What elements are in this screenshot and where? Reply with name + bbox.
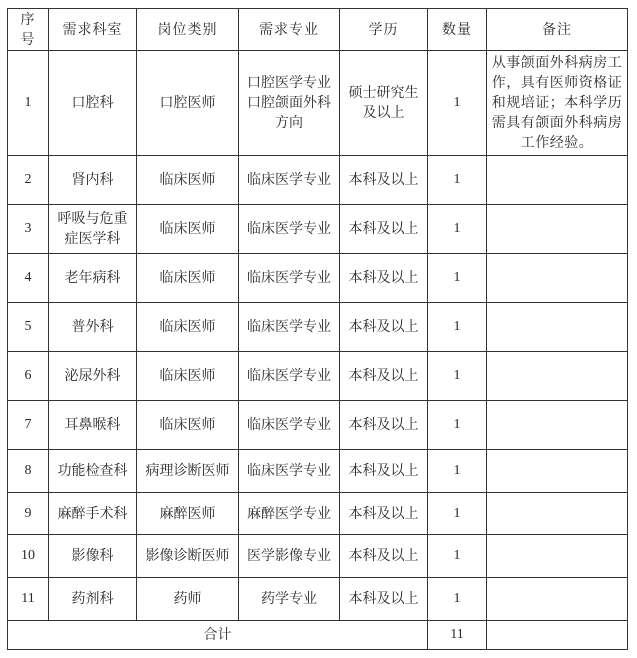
cell-department: 口腔科	[49, 51, 137, 156]
cell-major: 临床医学专业	[239, 352, 340, 401]
cell-department: 老年病科	[49, 254, 137, 303]
cell-education: 硕士研究生及以上	[340, 51, 428, 156]
cell-note	[487, 493, 628, 535]
cell-note	[487, 303, 628, 352]
cell-seq: 3	[8, 205, 49, 254]
cell-seq: 9	[8, 493, 49, 535]
cell-major	[239, 51, 340, 156]
cell-seq: 6	[8, 352, 49, 401]
cell-note	[487, 352, 628, 401]
cell-education: 本科及以上	[340, 254, 428, 303]
cell-note	[487, 535, 628, 578]
header-position: 岗位类别	[137, 9, 239, 51]
cell-quantity: 1	[428, 205, 487, 254]
cell-education: 本科及以上	[340, 352, 428, 401]
header-quantity: 数量	[428, 9, 487, 51]
table-row	[8, 156, 628, 205]
total-quantity: 11	[428, 621, 487, 650]
cell-seq: 1	[8, 51, 49, 156]
cell-major: 临床医学专业	[239, 450, 340, 493]
cell-education: 本科及以上	[340, 205, 428, 254]
cell-note	[487, 450, 628, 493]
cell-department: 呼吸与危重症医学科	[49, 205, 137, 254]
cell-seq: 7	[8, 401, 49, 450]
header-education: 学历	[340, 9, 428, 51]
cell-department: 普外科	[49, 303, 137, 352]
table-row	[8, 450, 628, 493]
cell-position: 影像诊断医师	[137, 535, 239, 578]
cell-education: 本科及以上	[340, 401, 428, 450]
header-seq-line1: 序	[20, 11, 36, 28]
cell-note	[487, 578, 628, 621]
table-row	[8, 535, 628, 578]
table-row	[8, 205, 628, 254]
cell-department: 肾内科	[49, 156, 137, 205]
table-row	[8, 303, 628, 352]
cell-department: 泌尿外科	[49, 352, 137, 401]
cell-position: 临床医师	[137, 303, 239, 352]
header-note: 备注	[487, 9, 628, 51]
cell-department: 影像科	[49, 535, 137, 578]
cell-education: 本科及以上	[340, 578, 428, 621]
cell-position: 麻醉医师	[137, 493, 239, 535]
cell-quantity: 1	[428, 303, 487, 352]
cell-quantity: 1	[428, 51, 487, 156]
cell-department: 功能检查科	[49, 450, 137, 493]
total-note	[487, 621, 628, 650]
header-major: 需求专业	[239, 9, 340, 51]
cell-note: 从事颌面外科病房工作，具有医师资格证和规培证；本科学历需具有颌面外科病房工作经验。	[487, 51, 628, 156]
cell-major: 药学专业	[239, 578, 340, 621]
cell-major: 临床医学专业	[239, 156, 340, 205]
cell-major: 麻醉医学专业	[239, 493, 340, 535]
cell-position: 药师	[137, 578, 239, 621]
cell-seq: 2	[8, 156, 49, 205]
header-row	[8, 9, 628, 51]
cell-position: 临床医师	[137, 156, 239, 205]
cell-position: 口腔医师	[137, 51, 239, 156]
total-label: 合计	[8, 621, 428, 650]
cell-seq: 4	[8, 254, 49, 303]
cell-major: 临床医学专业	[239, 401, 340, 450]
cell-position: 临床医师	[137, 254, 239, 303]
cell-seq: 11	[8, 578, 49, 621]
cell-major-line1: 口腔医学专业	[247, 75, 331, 91]
cell-department: 麻醉手术科	[49, 493, 137, 535]
cell-major-line2: 口腔颌面外科方向	[247, 95, 331, 131]
recruitment-table	[7, 8, 628, 650]
cell-seq: 5	[8, 303, 49, 352]
cell-major: 临床医学专业	[239, 205, 340, 254]
table-row	[8, 493, 628, 535]
cell-quantity: 1	[428, 578, 487, 621]
cell-note	[487, 205, 628, 254]
cell-education: 本科及以上	[340, 493, 428, 535]
cell-position: 临床医师	[137, 205, 239, 254]
table-row	[8, 352, 628, 401]
cell-position: 病理诊断医师	[137, 450, 239, 493]
cell-education: 本科及以上	[340, 450, 428, 493]
cell-quantity: 1	[428, 493, 487, 535]
cell-position: 临床医师	[137, 401, 239, 450]
cell-position: 临床医师	[137, 352, 239, 401]
cell-department: 耳鼻喉科	[49, 401, 137, 450]
cell-major: 临床医学专业	[239, 254, 340, 303]
cell-major: 医学影像专业	[239, 535, 340, 578]
cell-major: 临床医学专业	[239, 303, 340, 352]
cell-note	[487, 254, 628, 303]
table-row	[8, 254, 628, 303]
cell-quantity: 1	[428, 450, 487, 493]
header-seq	[8, 9, 49, 51]
cell-education: 本科及以上	[340, 535, 428, 578]
cell-quantity: 1	[428, 254, 487, 303]
table-row	[8, 401, 628, 450]
cell-note	[487, 401, 628, 450]
cell-seq: 8	[8, 450, 49, 493]
cell-quantity: 1	[428, 535, 487, 578]
cell-quantity: 1	[428, 352, 487, 401]
cell-quantity: 1	[428, 156, 487, 205]
cell-seq: 10	[8, 535, 49, 578]
cell-note	[487, 156, 628, 205]
header-seq-line2: 号	[20, 31, 36, 48]
cell-education: 本科及以上	[340, 303, 428, 352]
cell-department: 药剂科	[49, 578, 137, 621]
table-row	[8, 578, 628, 621]
cell-education: 本科及以上	[340, 156, 428, 205]
cell-quantity: 1	[428, 401, 487, 450]
header-department: 需求科室	[49, 9, 137, 51]
total-row	[8, 621, 628, 650]
table-row	[8, 51, 628, 156]
